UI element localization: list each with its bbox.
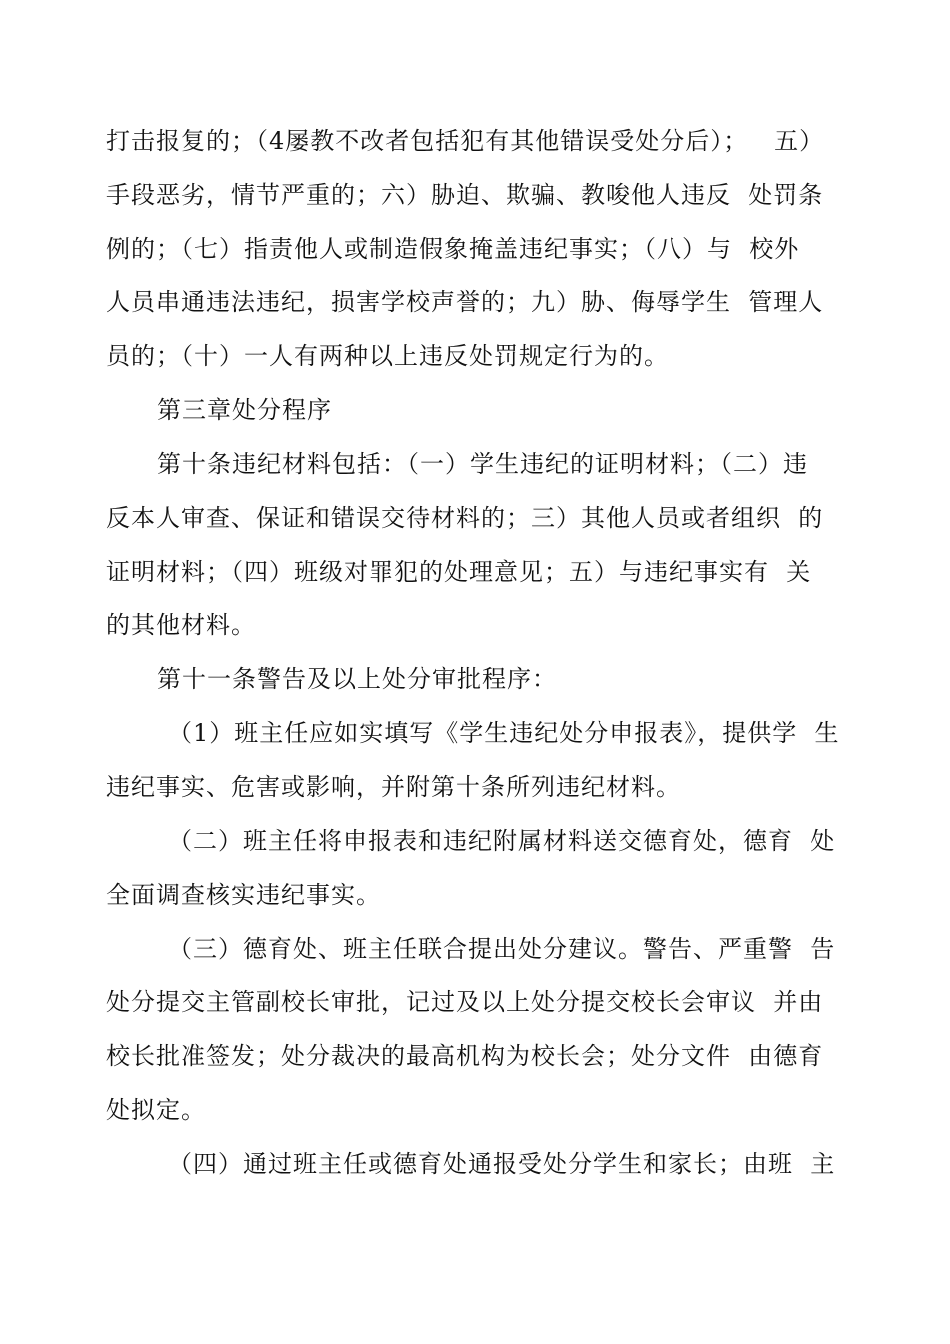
chapter-heading: 第三章处分程序 [157, 396, 332, 424]
paragraph-line: （三）德育处、班主任联合提出处分建议。警告、严重警 告 [168, 935, 836, 963]
paragraph-line: 第十一条警告及以上处分审批程序： [157, 665, 557, 693]
paragraph-line: 打击报复的；（4屡教不改者包括犯有其他错误受处分后）； 五） [106, 127, 825, 155]
paragraph-line: 的其他材料。 [106, 611, 256, 639]
paragraph-line: 违纪事实、危害或影响，并附第十条所列违纪材料。 [106, 773, 681, 801]
paragraph-line: 处分提交主管副校长审批，记过及以上处分提交校长会审议 并由 [106, 988, 824, 1016]
paragraph-line: 手段恶劣，情节严重的；六）胁迫、欺骗、教唆他人违反 处罚条 [106, 181, 824, 209]
paragraph-line: 校长批准签发；处分裁决的最高机构为校长会；处分文件 由德育 [106, 1042, 824, 1070]
paragraph-line: 证明材料；（四）班级对罪犯的处理意见；五）与违纪事实有 关 [106, 558, 812, 586]
paragraph-line: 全面调查核实违纪事实。 [106, 881, 381, 909]
paragraph-line: （二）班主任将申报表和违纪附属材料送交德育处，德育 处 [168, 827, 836, 855]
paragraph-line: 处拟定。 [106, 1096, 206, 1124]
paragraph-line: 例的；（七）指责他人或制造假象掩盖违纪事实；（八）与 校外 [106, 235, 800, 263]
paragraph-line: （1）班主任应如实填写《学生违纪处分申报表》，提供学 生 [168, 719, 840, 747]
paragraph-line: 反本人审查、保证和错误交待材料的；三）其他人员或者组织 的 [106, 504, 824, 532]
paragraph-line: 人员串通违法违纪，损害学校声誉的；九）胁、侮辱学生 管理人 [106, 288, 824, 316]
paragraph-line: 第十条违纪材料包括：（一）学生违纪的证明材料；（二）违 [157, 450, 808, 478]
paragraph-line: （四）通过班主任或德育处通报受处分学生和家长；由班 主 [168, 1150, 836, 1178]
paragraph-line: 员的；（十）一人有两种以上违反处罚规定行为的。 [106, 342, 669, 370]
